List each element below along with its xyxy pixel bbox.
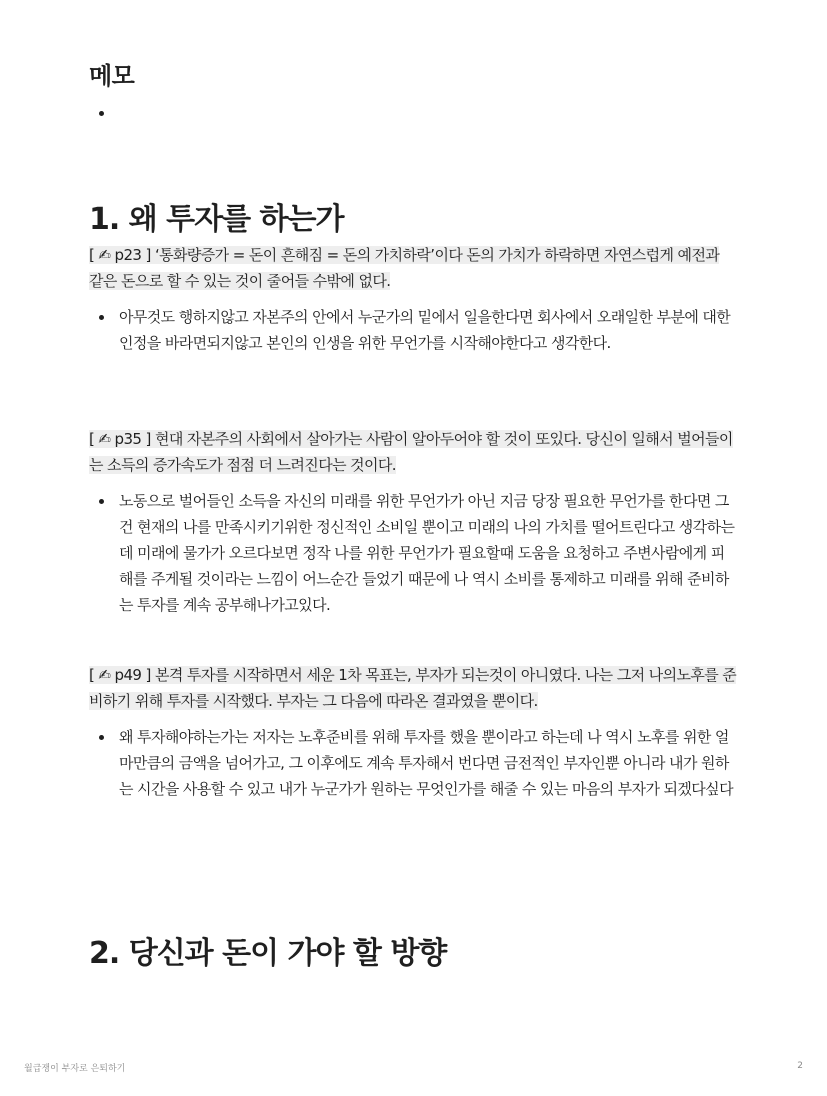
section-heading-2: 2. 당신과 돈이 가야 할 방향 bbox=[89, 936, 447, 971]
note-list-item: 왜 투자해야하는가는 저자는 노후준비를 위해 투자를 했을 뿐이라고 하는데 나 역시 노후를 위한 얼마만큼의 금액을 넘어가고, 그 이후에도 계속 투자해서 번다면 금전적인 부자인뿐 아니라 내가 원하는 시간을 사용할 수 있고 내가 누군가가 원하는 무엇인가를 해줄 수 있는 마음의 부자가 되겠다싶다 bbox=[119, 724, 737, 802]
memo-heading: 메모 bbox=[89, 62, 135, 90]
note-list bbox=[89, 724, 737, 802]
quote-highlight: [ ✍ p23 ] ‘통화량증가 = 돈이 흔해짐 = 돈의 가치하락’이다 돈의 가치가 하락하면 자연스럽게 예전과 같은 돈으로 할 수 있는 것이 줄어들 수밖에 없다. bbox=[89, 246, 720, 290]
quote-p23 bbox=[89, 242, 737, 294]
memo-list bbox=[89, 102, 119, 124]
footer-document-title: 월급쟁이 부자로 은퇴하기 bbox=[24, 1064, 126, 1074]
quote-highlight: [ ✍ p49 ] 본격 투자를 시작하면서 세운 1차 목표는, 부자가 되는것이 아니였다. 나는 그저 나의노후를 준비하기 위해 투자를 시작했다. 부자는 그 다음에 따라온 결과였을 뿐이다. bbox=[89, 666, 737, 710]
note-list-item: 아무것도 행하지않고 자본주의 안에서 누군가의 밑에서 일을한다면 회사에서 오래일한 부분에 대한 인정을 바라면되지않고 본인의 인생을 위한 무언가를 시작해야한다고 생각한다. bbox=[119, 304, 737, 356]
note-list bbox=[89, 488, 737, 618]
section-heading-1: 1. 왜 투자를 하는가 bbox=[89, 202, 344, 237]
quote-highlight: [ ✍ p35 ] 현대 자본주의 사회에서 살아가는 사람이 알아두어야 할 것이 또있다. 당신이 일해서 벌어들이는 소득의 증가속도가 점점 더 느려진다는 것이다. bbox=[89, 430, 733, 474]
footer-page-number: 2 bbox=[797, 1061, 803, 1071]
quote-p49 bbox=[89, 662, 737, 714]
note-list bbox=[89, 304, 737, 356]
note-list-item: 노동으로 벌어들인 소득을 자신의 미래를 위한 무언가가 아닌 지금 당장 필요한 무언가를 한다면 그건 현재의 나를 만족시키기위한 정신적인 소비일 뿐이고 미래의 나의 가치를 떨어트린다고 생각하는데 미래에 물가가 오르다보면 정작 나를 위한 무언가가 필요할때 도움을 요청하고 주변사람에게 피해를 주게될 것이라는 느낌이 어느순간 들었기 때문에 나 역시 소비를 통제하고 미래를 위해 준비하는 투자를 계속 공부해나가고있다. bbox=[119, 488, 737, 618]
quote-p35 bbox=[89, 426, 737, 478]
